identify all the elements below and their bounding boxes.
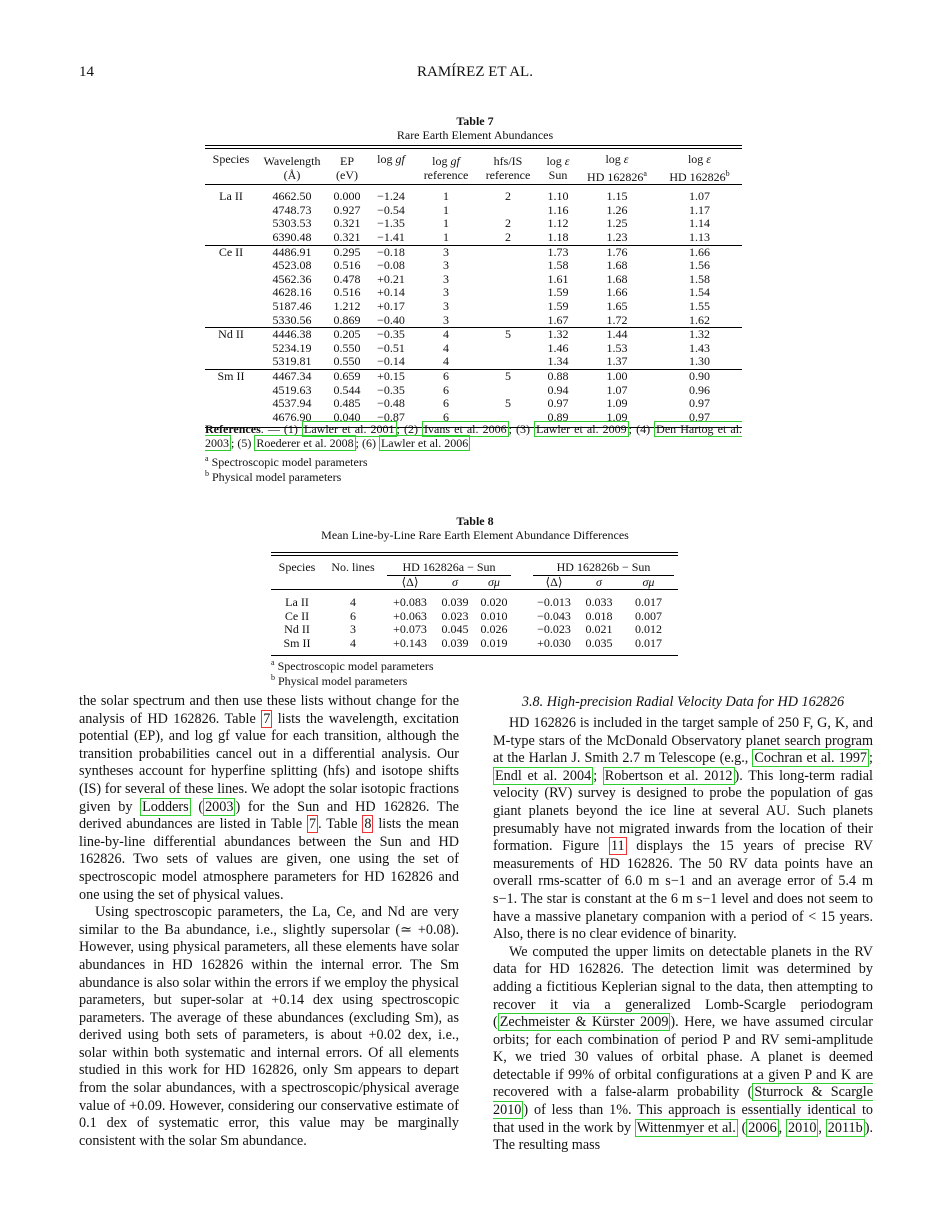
table7-note-a: $^a$ Spectroscopic model parameters <box>205 454 368 469</box>
t8-cell: −0.013 <box>537 595 571 610</box>
t7-cell: −1.41 <box>377 229 405 244</box>
t7-cell: 0.550 <box>333 354 361 369</box>
t8-cell: +0.073 <box>393 622 427 637</box>
t7-cell: 2 <box>505 189 511 204</box>
t7-cell: 1.18 <box>547 229 569 244</box>
t7-h-hd-b: log ε HD 162826$^b$ <box>669 152 730 184</box>
t7-species-cell <box>205 217 257 231</box>
t7-cell: −0.35 <box>377 382 405 397</box>
t7-cell: 1.62 <box>689 312 710 327</box>
t8-cell: 6 <box>350 608 356 623</box>
table7 <box>205 145 742 428</box>
t7-cell: 1.26 <box>606 202 628 217</box>
t7-cell: 0.478 <box>333 271 361 286</box>
endl-link[interactable]: Endl et al. 2004 <box>495 767 592 784</box>
t7-cell: 4467.34 <box>272 368 312 383</box>
t8-cell: Ce II <box>284 608 310 623</box>
t7-h-ep: EP (eV) <box>336 154 358 182</box>
t7-species-cell: Nd II <box>218 327 244 342</box>
right-paragraph-2: We computed the upper limits on detectable planets in the RV data for HD 162826. The detection limit was determined by adding a fictitious Keplerian signal to the data, then attempting to recover it via a generalized Lomb-Scargle periodogram ( Zechmeister & Kürster 2009 ). Here, we have assumed circular orbits; for each combination of period P and RV semi-amplitude K, we tried 30 values of orbital phase. A planet is deemed detectable if 99% of orbital configurations at a given P and K are recovered with a false-alarm probability ( Sturrock & Scargle 2010 ) of less than 1%. This approach is essentially identical to that used in the work by Wittenmyer et al. ( 2006 , 2010 , 2011b ). The resulting mass <box>493 943 874 1154</box>
t7-cell: 4748.73 <box>272 202 312 217</box>
t8-h-group-b <box>529 556 678 576</box>
t7-cell: 1.15 <box>606 189 628 204</box>
t7-cell: 3 <box>443 244 449 259</box>
t7-cell: 1 <box>443 202 449 217</box>
t7-cell: 0.040 <box>333 409 361 424</box>
t7-h-wavelength: Wavelength (Å) <box>263 154 321 182</box>
t7-h-hfs-ref: hfs/IS reference <box>485 154 531 182</box>
t7-cell: −0.48 <box>377 396 405 411</box>
t7-cell: 4628.16 <box>272 285 312 300</box>
t7-cell: 0.205 <box>333 327 361 342</box>
t7-cell: 4 <box>443 327 449 342</box>
t7-cell: 1.17 <box>689 202 710 217</box>
t7-cell: 5234.19 <box>272 340 312 355</box>
t7-cell: 3 <box>443 258 449 273</box>
t7-cell: 1.10 <box>547 189 569 204</box>
t7-species-cell <box>205 286 257 300</box>
t7-cell <box>477 342 539 356</box>
ref-link-lawler-2006[interactable]: Lawler et al. 2006 <box>380 436 469 450</box>
table7-row <box>205 273 742 287</box>
left-paragraph-2: Using spectroscopic parameters, the La, Ce, and Nd are very similar to the Ba abundance, i.e., slightly supersolar (≃ +0.08). However, using physical parameters, all these elements have solar abundances in HD 162826 within the internal error. The Sm abundance is also solar within the errors if we employ the physical parameters, but super-solar at +0.14 dex using spectroscopic parameters. The average of these abundances (excluding Sm), as derived using both sets of parameters, is about +0.02 dex, i.e., solar within both systematic and internal errors. Of all elements studied in this work for HD 162826, only Sm appears to depart from the solar abundances, with a spectroscopic/physical average value of +0.09. However, considering our conservative estimate of 0.1 dex of systematic error, this value may be marginally consistent with the solar Sm abundance. <box>79 904 459 1149</box>
t7-cell: −0.35 <box>377 327 405 342</box>
t8-cell: +0.143 <box>393 635 427 650</box>
t7-cell: 1.59 <box>547 298 569 313</box>
zechmeister-link[interactable]: Zechmeister & Kürster 2009 <box>499 1014 669 1031</box>
t7-cell: +0.17 <box>377 298 405 313</box>
wittenmyer-2006-link[interactable]: 2006 <box>748 1119 777 1136</box>
t7-h-hd-a: log ε HD 162826$^a$ <box>587 152 647 184</box>
t7-cell: 1.43 <box>689 340 710 355</box>
t7-cell: 0.96 <box>689 382 710 397</box>
t7-h-loggf: log gf <box>377 152 405 166</box>
t7-cell <box>477 245 539 259</box>
t7-cell: 0.97 <box>689 409 710 424</box>
t7-cell <box>477 259 539 273</box>
robertson-link[interactable]: Robertson et al. 2012 <box>604 767 733 784</box>
t7-cell <box>477 204 539 218</box>
table7-row <box>205 245 742 259</box>
t7-cell: −0.51 <box>377 340 405 355</box>
t7-cell: 0.927 <box>333 202 361 217</box>
t7-species-cell <box>205 231 257 245</box>
t7-cell: 1.68 <box>606 271 628 286</box>
t7-cell: −1.24 <box>377 189 405 204</box>
ref-text: (1) <box>283 422 302 436</box>
cochran-link[interactable]: Cochran et al. 1997 <box>754 750 868 767</box>
table-7-link[interactable]: 7 <box>263 710 271 727</box>
t7-cell: 1.25 <box>606 216 628 231</box>
table7-row <box>205 355 742 369</box>
t7-species-cell <box>205 273 257 287</box>
t7-species-cell: Sm II <box>217 368 245 383</box>
t7-cell: 1.30 <box>689 354 710 369</box>
t8-cell: La II <box>285 595 309 610</box>
t7-cell: 1.37 <box>606 354 628 369</box>
t7-cell: 6 <box>443 382 449 397</box>
t8-cell: +0.083 <box>393 595 427 610</box>
table7-row <box>205 397 742 411</box>
t7-cell: 0.295 <box>333 244 361 259</box>
t7-species-cell <box>205 314 257 328</box>
t7-cell: 4676.90 <box>272 409 312 424</box>
table8-row <box>271 637 678 651</box>
ref-link-roederer-2008[interactable]: Roederer et al. 2008 <box>256 436 354 450</box>
t7-cell: 4523.08 <box>272 258 312 273</box>
t7-cell: −0.40 <box>377 312 405 327</box>
t8-cell: +0.063 <box>393 608 427 623</box>
sturrock-link[interactable]: Sturrock & Scargle 2010 <box>493 1084 873 1119</box>
t7-cell: 5 <box>505 368 511 383</box>
table8-note-a: $^a$ Spectroscopic model parameters <box>271 658 434 673</box>
t7-cell: 0.516 <box>333 285 361 300</box>
ref-link-lawler-2009[interactable]: Lawler et al. 2009 <box>536 422 627 436</box>
t7-cell: 1.46 <box>547 340 569 355</box>
t7-cell: 0.485 <box>333 396 361 411</box>
t7-cell: 1.72 <box>606 312 628 327</box>
t8-group-a-text: HD 162826a − Sun <box>387 561 511 576</box>
table7-row <box>205 190 742 204</box>
t7-cell: 4537.94 <box>272 396 312 411</box>
t7-cell: 6 <box>443 396 449 411</box>
t7-species-cell <box>205 384 257 398</box>
ref-link-denhartog-2003[interactable]: Den Hartog et al. 2003 <box>205 422 743 450</box>
t7-cell: −0.87 <box>377 409 405 424</box>
t7-cell: 1.212 <box>333 298 361 313</box>
t7-cell: 1.55 <box>689 298 710 313</box>
t7-cell: 1.66 <box>606 285 628 300</box>
ref-link-lawler-2001[interactable]: Lawler et al. 2001 <box>304 422 395 436</box>
t7-cell: 4519.63 <box>272 382 312 397</box>
t7-cell: −0.14 <box>377 354 405 369</box>
t7-cell: 4 <box>443 340 449 355</box>
t7-cell: −0.54 <box>377 202 405 217</box>
ref-text: ; (2) <box>396 422 423 436</box>
t7-cell: 5187.46 <box>272 298 312 313</box>
table7-row <box>205 217 742 231</box>
t7-cell: 1.67 <box>547 312 569 327</box>
table7-row <box>205 314 742 328</box>
t7-cell: 0.90 <box>689 368 710 383</box>
t7-cell: 1.07 <box>606 382 628 397</box>
table8-label: Table 8 <box>456 514 494 528</box>
table8-row <box>271 610 678 624</box>
t7-cell: 3 <box>443 285 449 300</box>
t7-cell: 1.00 <box>606 368 628 383</box>
t7-h-species: Species <box>212 152 250 166</box>
t7-cell <box>477 286 539 300</box>
page-number: 14 <box>79 64 94 80</box>
t8-cell: 0.021 <box>585 622 613 637</box>
t8-cell: 0.026 <box>480 622 508 637</box>
t7-cell: 5319.81 <box>272 354 312 369</box>
t7-cell: 6 <box>443 409 449 424</box>
t7-cell: 1 <box>443 189 449 204</box>
table8-row <box>271 623 678 637</box>
t7-cell: 1.73 <box>547 244 569 259</box>
t7-species-cell: Ce II <box>218 244 244 259</box>
t7-cell: 1.53 <box>606 340 628 355</box>
t7-cell: 0.659 <box>333 368 361 383</box>
table7-row <box>205 231 742 245</box>
t8-cell: Nd II <box>284 622 310 637</box>
left-column <box>79 693 459 1150</box>
t7-species-cell <box>205 342 257 356</box>
t8-cell: 0.023 <box>441 608 469 623</box>
t7-cell: 0.869 <box>333 312 361 327</box>
t7-cell: 1.56 <box>689 258 710 273</box>
t8-note-a-text: Spectroscopic model parameters <box>277 659 434 673</box>
t7-cell: 0.88 <box>547 368 569 383</box>
lodders-link[interactable]: Lodders <box>142 798 189 815</box>
t8-cell: Sm II <box>283 635 311 650</box>
t8-cell: 3 <box>350 622 356 637</box>
t7-species-cell <box>205 355 257 369</box>
t8-cell: 0.033 <box>585 595 613 610</box>
t7-cell: 6390.48 <box>272 229 312 244</box>
t7-cell <box>477 355 539 369</box>
t8-cell: 4 <box>350 595 356 610</box>
t7-cell: 1.23 <box>606 229 628 244</box>
t7-cell <box>477 384 539 398</box>
ref-text: ; (5) <box>231 436 255 450</box>
t7-cell: 5 <box>505 327 511 342</box>
t7-cell: 1 <box>443 216 449 231</box>
left-paragraph-1: the solar spectrum and then use these lists without change for the analysis of HD 162826. Table 7 lists the wavelength, excitation potential (EP), and log gf value for each transition, although the transition probabilities cancel out in a differential analysis. Our syntheses account for hyperfine splitting (hfs) and isotope shifts (IS) for several of these lines. We adopt the solar isotopic fractions given by Lodders ( 2003 ) for the Sun and HD 162826. The derived abundances are listed in Table 7 . Table 8 lists the mean line-by-line differential abundances between the Sun and HD 162826. Two sets of values are given, one using the set of spectroscopic model atmosphere parameters for HD 162826 and one using the set of physical values. <box>79 693 459 903</box>
t8-cell: 0.019 <box>480 635 508 650</box>
t7-cell: 0.000 <box>333 189 361 204</box>
t7-note-b-text: Physical model parameters <box>212 470 342 484</box>
t7-cell <box>477 314 539 328</box>
t7-cell: 0.321 <box>333 229 361 244</box>
table7-note-b: $^b$ Physical model parameters <box>205 469 342 484</box>
t7-cell: 3 <box>443 312 449 327</box>
t7-cell: 1.58 <box>689 271 710 286</box>
t8-cell: 0.020 <box>480 595 508 610</box>
ref-text: ; (4) <box>628 422 655 436</box>
t7-cell: 0.550 <box>333 340 361 355</box>
ref-link-ivans-2006[interactable]: Ivans et al. 2006 <box>424 422 507 436</box>
t8-h-delta-b: ⟨Δ⟩ <box>545 574 563 589</box>
t7-cell: 1.59 <box>547 285 569 300</box>
table7-references: References. — (1) Lawler et al. 2001 ; (2) Ivans et al. 2006 ; (3) Lawler et al. 2009 ; (4) Den Hartog et al. 2003 ; (5) Roederer et al. 2008 ; (6) Lawler et al. 2006 <box>205 422 743 450</box>
t7-cell: 0.544 <box>333 382 361 397</box>
t7-cell: 0.94 <box>547 382 569 397</box>
t7-cell: 0.97 <box>689 396 710 411</box>
t7-cell: 1.09 <box>606 409 628 424</box>
table8-caption: Mean Line-by-Line Rare Earth Element Abundance Differences <box>321 528 629 542</box>
t7-h-loggf-ref: log gf reference <box>423 154 469 182</box>
t7-cell: 1.76 <box>606 244 628 259</box>
t8-cell: 0.039 <box>441 635 469 650</box>
section-heading: 3.8. High-precision Radial Velocity Data for HD 162826 <box>521 694 845 710</box>
t7-cell: 1.13 <box>689 229 710 244</box>
t7-cell: 1.61 <box>547 271 569 286</box>
t7-cell: 5303.53 <box>272 216 312 231</box>
t8-cell: −0.043 <box>537 608 571 623</box>
t7-cell: 5330.56 <box>272 312 312 327</box>
t7-species-cell <box>205 259 257 273</box>
wittenmyer-2010-link[interactable]: 2010 <box>788 1119 817 1136</box>
t7-cell: −1.35 <box>377 216 405 231</box>
ref-text: ; (6) <box>355 436 379 450</box>
t8-cell: 0.017 <box>635 595 662 610</box>
t8-h-delta: ⟨Δ⟩ <box>401 574 419 589</box>
t7-cell: 1.54 <box>689 285 710 300</box>
t7-note-a-text: Spectroscopic model parameters <box>211 455 368 469</box>
right-paragraph-1: HD 162826 is included in the target sample of 250 F, G, K, and M-type stars of the McDonald Observatory planet search program at the Harlan J. Smith 2.7 m Telescope (e.g., Cochran et al. 1997 ; Endl et al. 2004 ; Robertson et al. 2012 ). This long-term radial velocity (RV) survey is designed to probe the population of gas giant planets beyond the ice line at several AU. Such planets presumably have not migrated inwards from the location of their formation. Figure 11 displays the 15 years of precise RV measurements of HD 162826. The 50 RV data points have an overall rms-scatter of 6.0 m s−1 and an average error of 5.4 m s−1. The star is constant at the 6 m s−1 level and does not seem to have a massive planetary companion with a period of < 15 years. Also, there is no clear evidence of binarity. <box>493 715 873 943</box>
table7-title <box>205 114 745 142</box>
t8-cell: 0.010 <box>480 608 508 623</box>
t8-group-b-text: HD 162826b − Sun <box>533 561 674 576</box>
t7-cell: 4446.38 <box>272 327 312 342</box>
t8-cell: 0.018 <box>585 608 613 623</box>
table-8-link[interactable]: 8 <box>364 816 372 833</box>
table8-row <box>271 596 678 610</box>
table7-row <box>205 204 742 218</box>
t8-note-b-text: Physical model parameters <box>278 674 408 688</box>
t8-cell: −0.023 <box>537 622 571 637</box>
t7-cell: 1.32 <box>547 327 569 342</box>
right-column <box>493 693 873 1155</box>
t7-cell: 1.12 <box>547 216 569 231</box>
table7-row <box>205 342 742 356</box>
t7-cell: 1.65 <box>606 298 628 313</box>
t7-cell: 2 <box>505 229 511 244</box>
t8-h-sigma-mu-b: σμ <box>642 574 655 589</box>
t8-h-nlines: No. lines <box>331 560 375 574</box>
t8-cell: 0.045 <box>441 622 469 637</box>
table7-row <box>205 286 742 300</box>
t7-cell: 1.66 <box>689 244 710 259</box>
t7-cell: 0.516 <box>333 258 361 273</box>
t8-cell: 0.035 <box>585 635 613 650</box>
t7-cell: 1.07 <box>689 189 710 204</box>
table7-row <box>205 384 742 398</box>
t7-cell: 4562.36 <box>272 271 312 286</box>
t7-species-cell <box>205 300 257 314</box>
t7-cell: 0.89 <box>547 409 569 424</box>
t7-cell: 2 <box>505 216 511 231</box>
t8-cell: 0.007 <box>635 608 662 623</box>
t7-cell: 3 <box>443 271 449 286</box>
table8 <box>271 552 678 656</box>
t7-cell: −0.08 <box>377 258 405 273</box>
wittenmyer-link[interactable]: Wittenmyer et al. <box>636 1119 736 1136</box>
t7-cell: 1.44 <box>606 327 628 342</box>
table7-row <box>205 369 742 383</box>
t8-h-species: Species <box>278 560 316 574</box>
t7-cell: 4 <box>443 354 449 369</box>
table7-row <box>205 300 742 314</box>
figure-11-link[interactable]: 11 <box>610 838 625 855</box>
t7-h-sun: log ε Sun <box>546 154 570 182</box>
table7-caption: Rare Earth Element Abundances <box>396 128 554 142</box>
t7-cell: 1.16 <box>547 202 569 217</box>
table7-grid <box>205 149 742 424</box>
wittenmyer-2011b-link[interactable]: 2011b <box>827 1119 863 1136</box>
lodders-year-link[interactable]: 2003 <box>205 798 234 815</box>
table8-title <box>270 514 680 542</box>
t7-cell: 1 <box>443 229 449 244</box>
t8-cell: 4 <box>350 635 356 650</box>
t7-species-cell <box>205 397 257 411</box>
t7-cell: 4486.91 <box>272 244 312 259</box>
t7-species-cell <box>205 204 257 218</box>
table-7-link-2[interactable]: 7 <box>308 816 317 833</box>
t7-species-cell: La II <box>219 189 243 204</box>
t8-cell: 0.012 <box>635 622 662 637</box>
table7-row <box>205 259 742 273</box>
table8-grid <box>271 556 678 651</box>
t8-h-sigma: σ <box>452 574 458 589</box>
t7-cell <box>477 300 539 314</box>
t7-cell: 0.97 <box>547 396 569 411</box>
t7-cell: 5 <box>505 396 511 411</box>
table7-label: Table 7 <box>456 114 494 128</box>
t8-cell: 0.017 <box>635 635 662 650</box>
t7-cell: 1.09 <box>606 396 628 411</box>
t7-cell <box>477 273 539 287</box>
t7-cell: −0.18 <box>377 244 405 259</box>
ref-text: ; (3) <box>508 422 535 436</box>
t8-cell: 0.039 <box>441 595 469 610</box>
table8-note-b: $^b$ Physical model parameters <box>271 673 408 688</box>
t7-ref-label: References <box>205 422 261 436</box>
t8-h-group-a <box>383 556 515 576</box>
t7-cell: 1.14 <box>689 216 710 231</box>
t7-cell: 4662.50 <box>272 189 312 204</box>
t7-cell: +0.15 <box>377 368 405 383</box>
t8-cell: +0.030 <box>537 635 571 650</box>
t7-cell: 1.58 <box>547 258 569 273</box>
t7-cell: 6 <box>443 368 449 383</box>
t7-cell: 0.321 <box>333 216 361 231</box>
running-title: RAMÍREZ ET AL. <box>417 64 533 80</box>
t7-cell: 1.68 <box>606 258 628 273</box>
t8-h-sigma-mu: σμ <box>488 574 500 589</box>
t7-cell: 1.34 <box>547 354 569 369</box>
t7-cell: +0.14 <box>377 285 405 300</box>
t7-cell: 1.32 <box>689 327 710 342</box>
table7-row <box>205 328 742 342</box>
t7-cell: +0.21 <box>377 271 405 286</box>
t8-h-sigma-b: σ <box>596 574 602 589</box>
t7-cell: 3 <box>443 298 449 313</box>
